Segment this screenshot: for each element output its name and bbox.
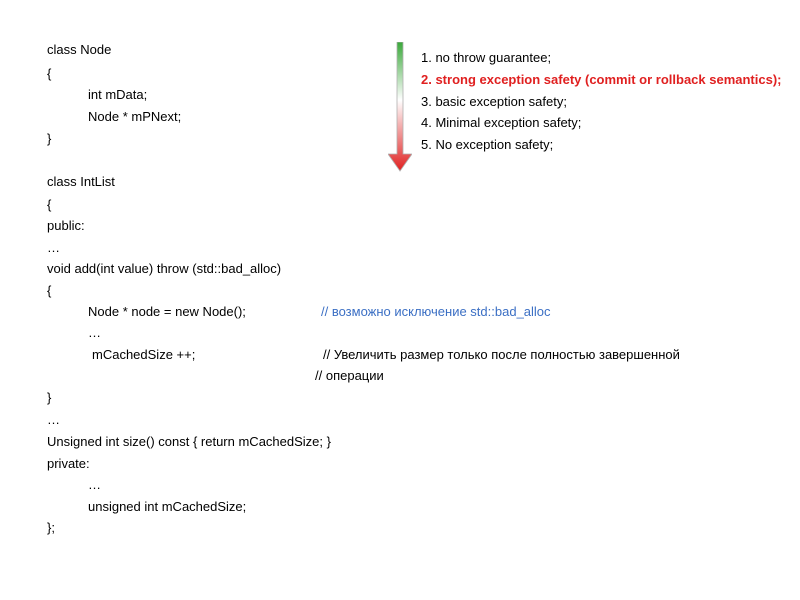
comment-operation: // операции: [315, 368, 384, 383]
code-line: unsigned int mCachedSize;: [88, 499, 247, 514]
code-line: };: [47, 520, 55, 535]
code-line: }: [47, 131, 52, 146]
code-line: }: [47, 390, 52, 405]
comment-increase-size: // Увеличить размер только после полностью завершенной: [323, 347, 680, 362]
code-line: {: [47, 66, 52, 81]
code-line: class Node: [47, 42, 112, 57]
code-line: {: [47, 283, 52, 298]
code-line: {: [47, 197, 52, 212]
code-line: …: [88, 325, 101, 340]
comment-bad-alloc: // возможно исключение std::bad_alloc: [321, 304, 551, 319]
code-line: mCachedSize ++;: [92, 347, 196, 362]
code-line: public:: [47, 218, 85, 233]
code-line: private:: [47, 456, 90, 471]
code-line: Node * node = new Node();: [88, 304, 246, 319]
list-item-highlighted: 2. strong exception safety (commit or rollback semantics);: [421, 72, 782, 87]
code-line: …: [47, 412, 60, 427]
code-line: Node * mPNext;: [88, 109, 182, 124]
code-line: void add(int value) throw (std::bad_alloc): [47, 261, 282, 276]
list-item: 1. no throw guarantee;: [421, 50, 552, 65]
list-item: 5. No exception safety;: [421, 137, 554, 152]
list-item: 4. Minimal exception safety;: [421, 115, 582, 130]
code-line: …: [47, 240, 60, 255]
code-line: class IntList: [47, 174, 115, 189]
list-item: 3. basic exception safety;: [421, 94, 567, 109]
code-line: int mData;: [88, 87, 148, 102]
code-line: …: [88, 477, 101, 492]
gradient-arrow-icon: [388, 42, 412, 172]
code-line: Unsigned int size() const { return mCachedSize; }: [47, 434, 331, 449]
